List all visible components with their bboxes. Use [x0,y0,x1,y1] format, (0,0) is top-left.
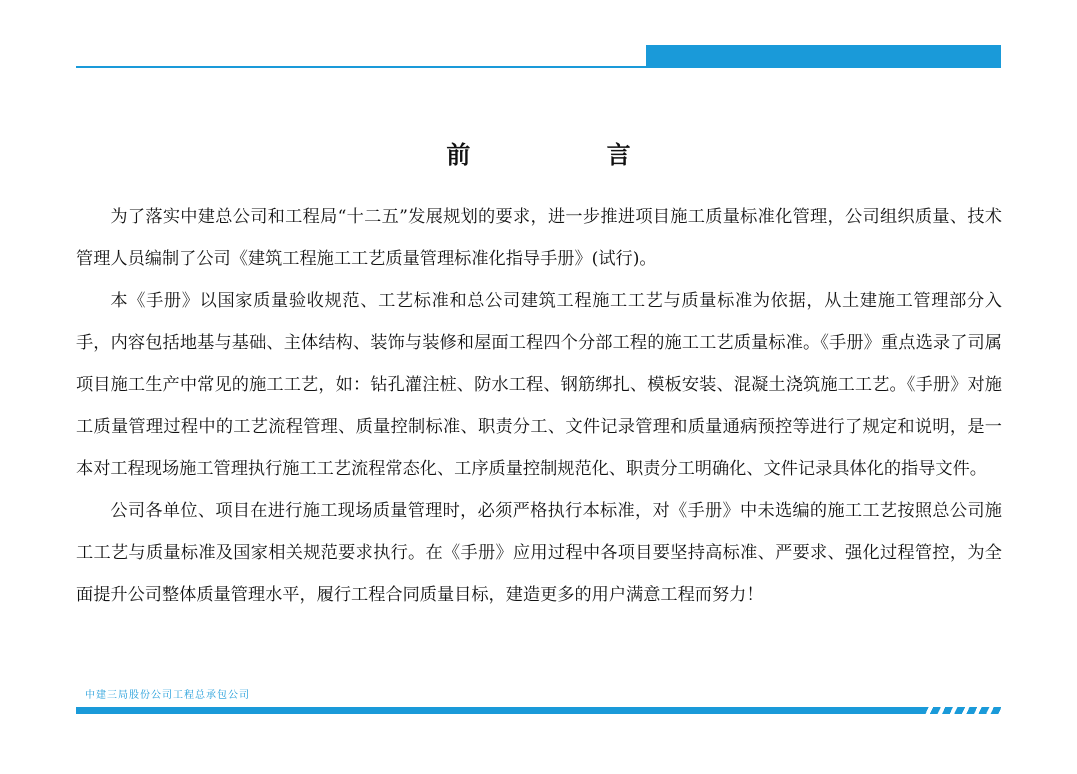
paragraph-3: 公司各单位、项目在进行施工现场质量管理时，必须严格执行本标准，对《手册》中未选编的施工工艺按照总公司施工工艺与质量标准及国家相关规范要求执行。在《手册》应用过程中各项目要坚持高标准、严要求、强化过程管控，为全面提升公司整体质量管理水平，履行工程合同质量目标，建造更多的用户满意工程而努力！ [76,501,1002,605]
footer-rule [76,707,1001,714]
paragraph-2: 本《手册》以国家质量验收规范、工艺标准和总公司建筑工程施工工艺与质量标准为依据，从土建施工管理部分入手，内容包括地基与基础、主体结构、装饰与装修和屋面工程四个分部工程的施工工艺质量标准。《手册》重点选录了司属项目施工生产中常见的施工工艺，如：钻孔灌注桩、防水工程、钢筋绑扎、模板安装、混凝土浇筑施工工艺。《手册》对施工质量管理过程中的工艺流程管理、质量控制标准、职责分工、文件记录管理和质量通病预控等进行了规定和说明，是一本对工程现场施工管理执行施工工艺流程常态化、工序质量控制规范化、职责分工明确化、文件记录具体化的指导文件。 [76,291,1002,479]
header-accent-block [646,45,1001,67]
footer-company-name: 中建三局股份公司工程总承包公司 [85,690,250,701]
footer-stripe-decoration [921,707,1001,714]
page-title: 前 言 [446,140,695,169]
paragraph-1: 为了落实中建总公司和工程局“十二五”发展规划的要求，进一步推进项目施工质量标准化管理，公司组织质量、技术管理人员编制了公司《建筑工程施工工艺质量管理标准化指导手册》(试行)。 [76,207,1002,269]
preface-body [76,196,1002,616]
